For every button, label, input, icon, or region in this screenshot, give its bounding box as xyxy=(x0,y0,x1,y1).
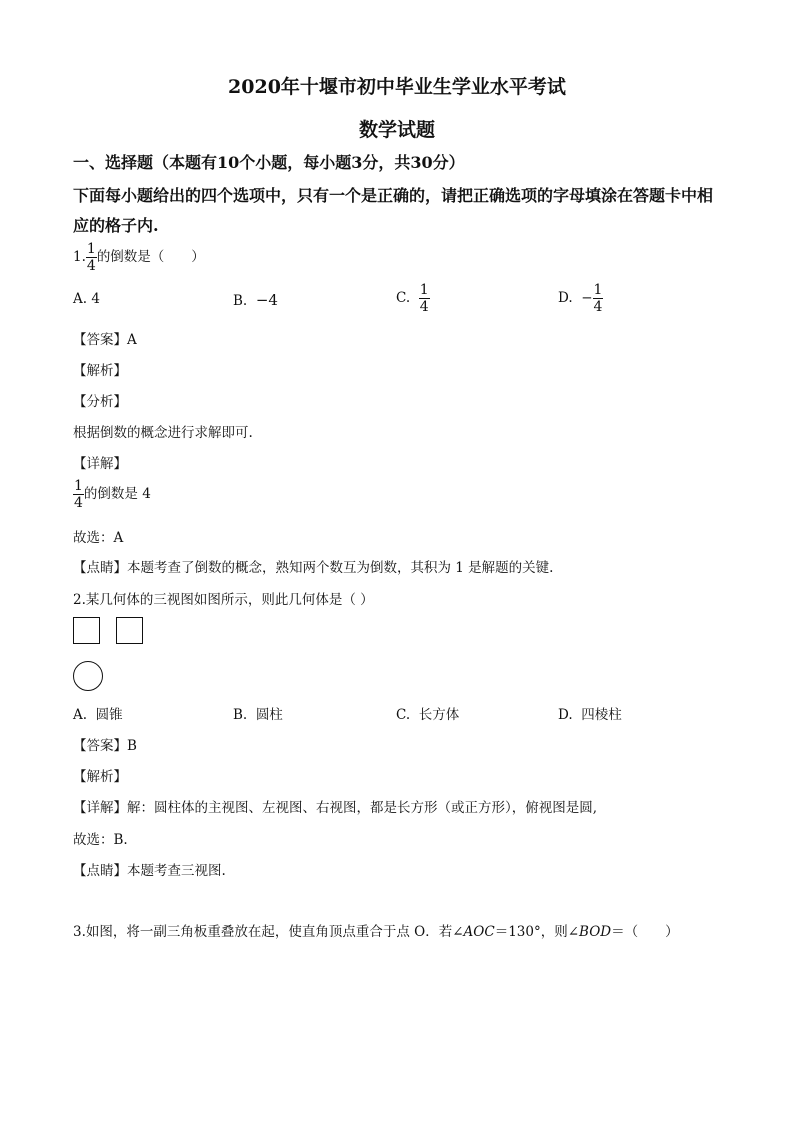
q1-option-d: D. − $\frac{1}{4}$ xyxy=(558,282,603,315)
front-view-square xyxy=(73,617,100,644)
q1-answer: 【答案】A xyxy=(73,332,137,348)
q1-option-c: C. $\frac{1}{4}$ xyxy=(396,282,429,315)
q1-detail-label: 【详解】 xyxy=(73,456,127,472)
q2-detail: 【详解】解：圆柱体的主视图、左视图、右视图，都是长方形（或正方形），俯视图是圆, xyxy=(73,800,598,816)
q2-stem: 2.某几何体的三视图如图所示，则此几何体是（ ） xyxy=(73,592,374,608)
q3-stem: 3.如图，将一副三角板重叠放在起，使直角顶点重合于点 O．若∠AOC＝130°，则∠BOD＝（ ） xyxy=(73,924,679,940)
page-title: 2020年十堰市初中毕业生学业水平考试 xyxy=(228,76,566,98)
q1-fraction: $\frac{1}{4}$ xyxy=(86,241,96,274)
q2-comment: 【点睛】本题考查三视图. xyxy=(73,863,226,879)
q2-option-d: D. 四棱柱 xyxy=(558,707,622,723)
q1-fenxi-label: 【分析】 xyxy=(73,394,127,410)
angle-bod: ∠BOD xyxy=(567,924,612,940)
section-heading: 一、选择题（本题有10个小题，每小题3分，共30分） xyxy=(73,153,465,172)
top-view-circle xyxy=(73,661,103,691)
angle-aoc: ∠AOC xyxy=(452,924,495,940)
q1-comment: 【点睛】本题考查了倒数的概念，熟知两个数互为倒数，其积为 1 是解题的关键. xyxy=(73,560,554,576)
page-subtitle: 数学试题 xyxy=(358,119,435,141)
q1-detail: $\frac{1}{4}$ 的倒数是 4 xyxy=(74,478,151,511)
q1-option-b: B. −4 xyxy=(233,291,278,309)
q1-fenxi-text: 根据倒数的概念进行求解即可. xyxy=(73,425,253,441)
q2-analysis-label: 【解析】 xyxy=(73,769,127,785)
q2-choose: 故选：B. xyxy=(73,832,128,848)
q1-analysis-label: 【解析】 xyxy=(73,363,127,379)
q2-option-b: B. 圆柱 xyxy=(233,707,283,723)
instruction-line-1: 下面每小题给出的四个选项中，只有一个是正确的，请把正确选项的字母填涂在答题卡中相 xyxy=(73,186,714,205)
q1-number: 1. xyxy=(73,249,86,265)
q1-stem-text: 的倒数是（ ） xyxy=(96,249,205,265)
side-view-square xyxy=(116,617,143,644)
q2-option-c: C. 长方体 xyxy=(396,707,460,723)
q1-option-a: A. 4 xyxy=(73,291,100,307)
q1-stem xyxy=(73,241,205,274)
q1-choose: 故选：A xyxy=(73,530,124,546)
q2-option-a: A. 圆锥 xyxy=(73,707,123,723)
q2-answer: 【答案】B xyxy=(73,738,137,754)
instruction-line-2: 应的格子内. xyxy=(73,216,159,235)
